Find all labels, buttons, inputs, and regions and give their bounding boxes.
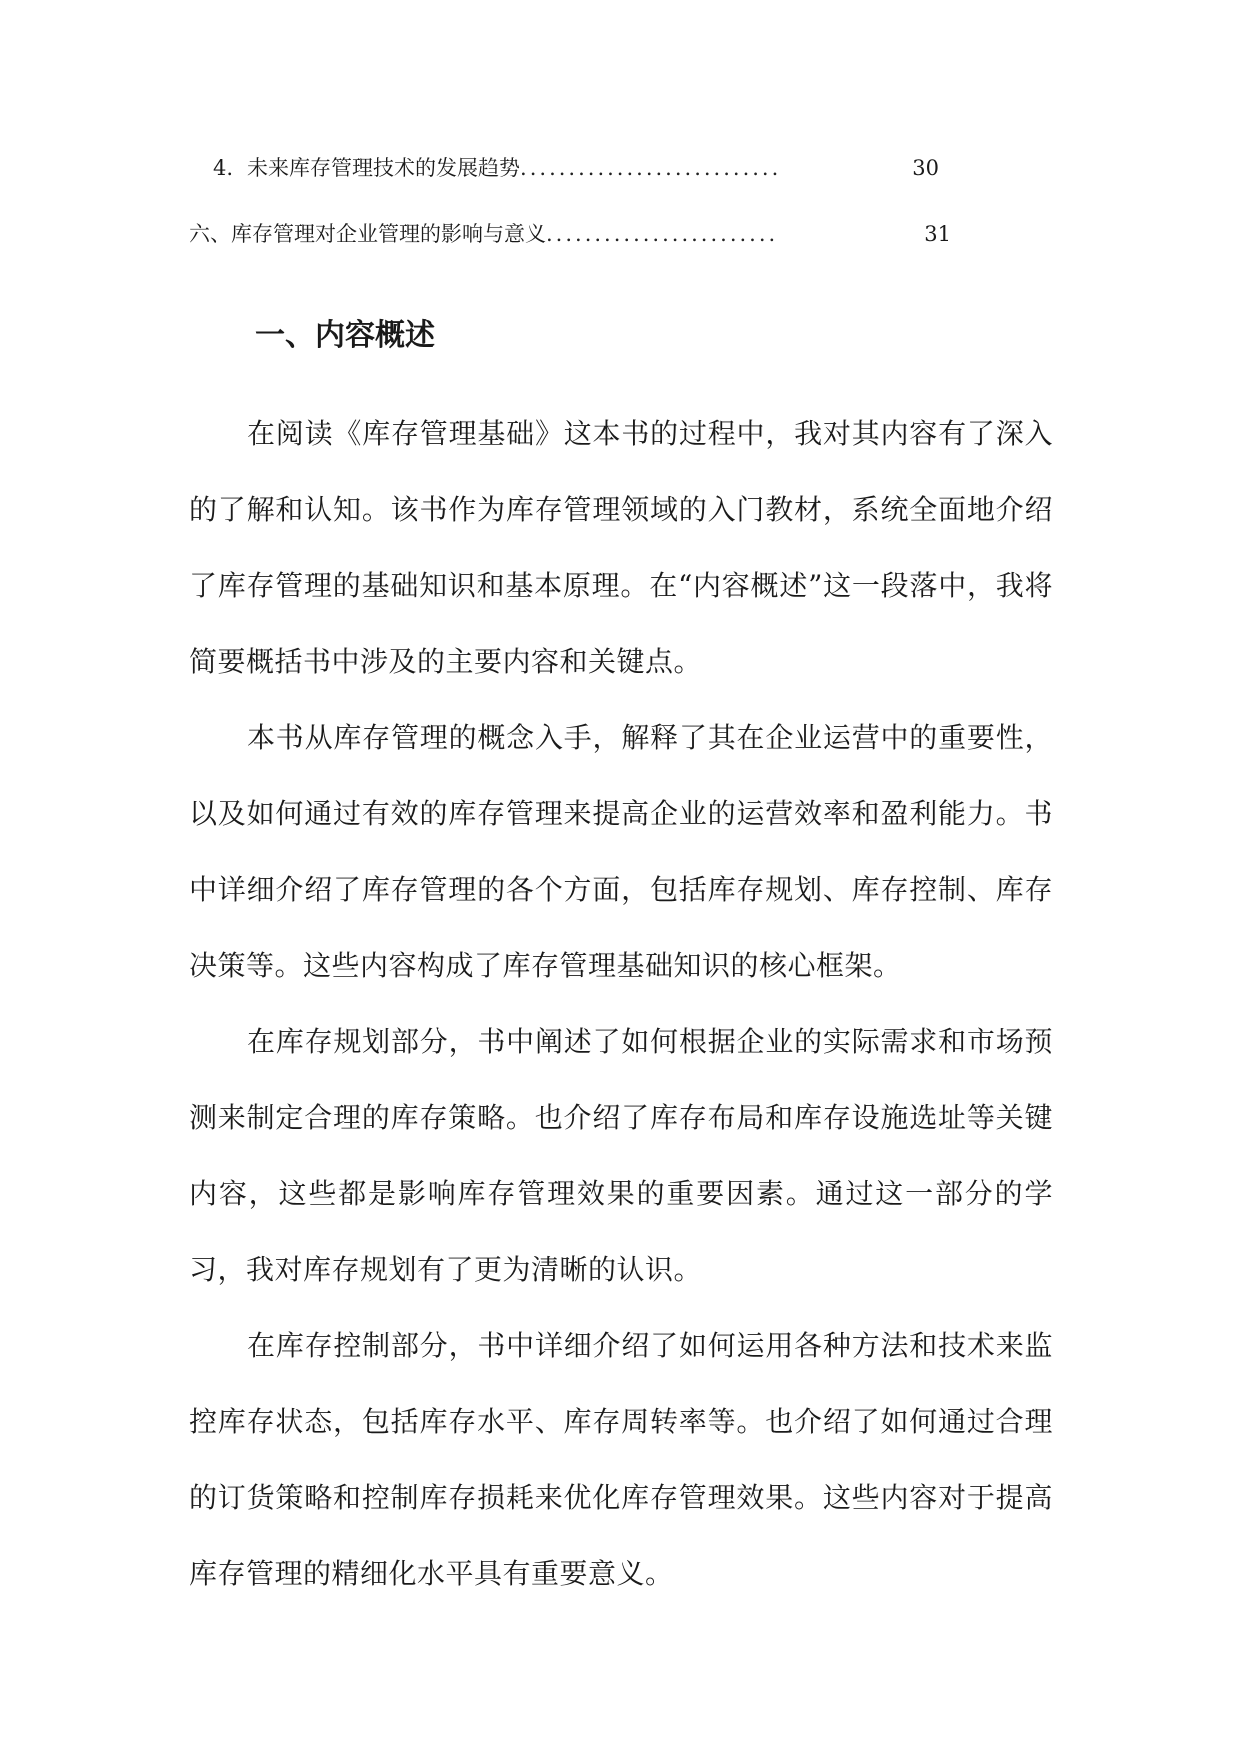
toc-page-number: 31	[924, 222, 951, 246]
paragraph: 在阅读《库存管理基础》这本书的过程中，我对其内容有了深入的了解和认知。该书作为库存管理领域的入门教材，系统全面地介绍了库存管理的基础知识和基本原理。在“内容概述”这一段落中，我将简要概括书中涉及的主要内容和关键点。	[189, 417, 1053, 678]
toc-entry[interactable]	[189, 219, 951, 249]
paragraph: 在库存控制部分，书中详细介绍了如何运用各种方法和技术来监控库存状态，包括库存水平、库存周转率等。也介绍了如何通过合理的订货策略和控制库存损耗来优化库存管理效果。这些内容对于提高库存管理的精细化水平具有重要意义。	[189, 1329, 1053, 1590]
toc-entry-title: 未来库存管理技术的发展趋势	[247, 156, 521, 180]
toc-entry-number: 4.	[213, 156, 234, 180]
paragraph: 本书从库存管理的概念入手，解释了其在企业运营中的重要性，以及如何通过有效的库存管理来提高企业的运营效率和盈利能力。书中详细介绍了库存管理的各个方面，包括库存规划、库存控制、库存决策等。这些内容构成了库存管理基础知识的核心框架。	[189, 721, 1053, 982]
toc-entry-title: 六、库存管理对企业管理的影响与意义	[189, 222, 546, 246]
paragraph: 在库存规划部分，书中阐述了如何根据企业的实际需求和市场预测来制定合理的库存策略。也介绍了库存布局和库存设施选址等关键内容，这些都是影响库存管理效果的重要因素。通过这一部分的学习，我对库存规划有了更为清晰的认识。	[189, 1025, 1053, 1286]
toc-entry[interactable]	[213, 153, 939, 183]
section-heading: 一、内容概述	[255, 318, 435, 353]
toc-leader-dots: ...........................	[520, 156, 782, 180]
section-body	[189, 396, 1053, 1612]
toc-leader-dots: ........................	[546, 222, 779, 246]
toc-page-number: 30	[912, 156, 939, 180]
